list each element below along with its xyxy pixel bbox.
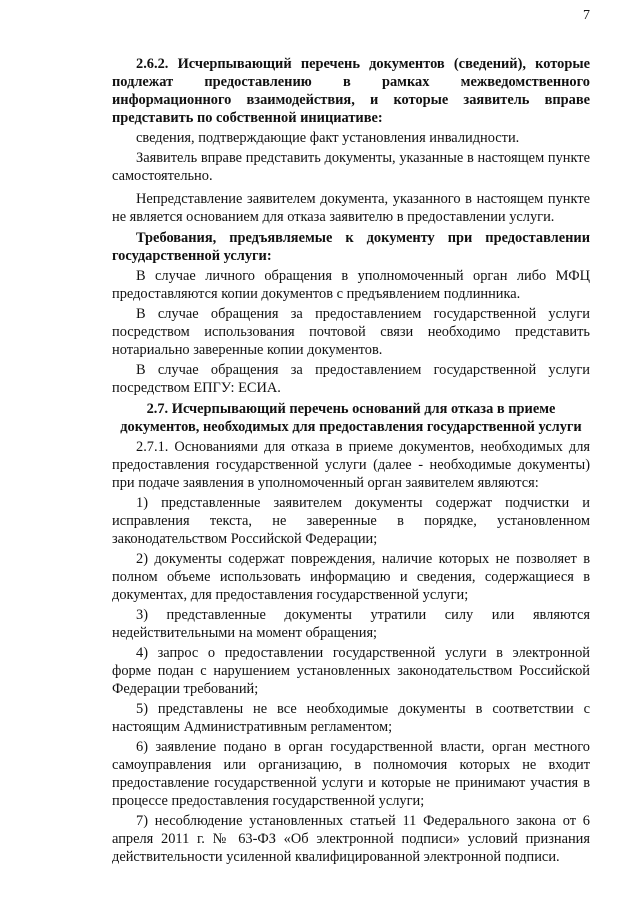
section-heading-requirements: Требования, предъявляемые к документу при предоставлении государственной услуги: (112, 230, 590, 264)
section-heading-2-7: 2.7. Исчерпывающий перечень оснований для отказа в приеме документов, необходимых для предоставления государственной услуги (120, 401, 582, 435)
paragraph-2-7-1: 2.7.1. Основаниями для отказа в приеме документов, необходимых для предоставления государственной услуги (далее - необходимые документы) при подаче заявления в уполномоченный орган заявителем являются: (112, 439, 590, 491)
list-item-1: 1) представленные заявителем документы содержат подчистки и исправления текста, не заверенные в порядке, установленном законодательством Российской Федерации; (112, 495, 590, 547)
list-item-2: 2) документы содержат повреждения, наличие которых не позволяет в полном объеме использовать информацию и сведения, содержащиеся в документах, для предоставления государственной услуги; (112, 551, 590, 603)
paragraph-postal: В случае обращения за предоставлением государственной услуги посредством использования почтовой связи необходимо представить нотариально заверенные копии документов. (112, 306, 590, 358)
document-body (112, 55, 590, 866)
paragraph-disability-info: сведения, подтверждающие факт установления инвалидности. (136, 130, 520, 146)
list-item-3: 3) представленные документы утратили силу или являются недействительными на момент обращения; (112, 607, 590, 641)
list-item-5: 5) представлены не все необходимые документы в соответствии с настоящим Административным регламентом; (112, 701, 590, 735)
section-heading-2-6-2: 2.6.2. Исчерпывающий перечень документов (сведений), которые подлежат предоставлению в рамках межведомственного информационного взаимодействия, и которые заявитель вправе представить по собственной инициативе: (112, 56, 590, 126)
paragraph-may-submit: Заявитель вправе представить документы, указанные в настоящем пункте самостоятельно. (112, 150, 590, 184)
list-item-7: 7) несоблюдение установленных статьей 11 Федерального закона от 6 апреля 2011 г. № 63-ФЗ «Об электронной подписи» условий признания действительности усиленной квалифицированной электронной подписи. (112, 813, 590, 865)
page-number: 7 (583, 8, 590, 23)
list-item-4: 4) запрос о предоставлении государственной услуги в электронной форме подан с нарушением установленных законодательством Российской Федерации требований; (112, 645, 590, 697)
list-item-6: 6) заявление подано в орган государственной власти, орган местного самоуправления или организацию, в полномочия которых не входит предоставление государственной услуги и которые не принимают участия в процессе предоставления государственной услуги; (112, 739, 590, 809)
paragraph-personal-visit: В случае личного обращения в уполномоченный орган либо МФЦ предоставляются копии документов с предъявлением подлинника. (112, 268, 590, 302)
paragraph-non-submission: Непредставление заявителем документа, указанного в настоящем пункте не является основанием для отказа заявителю в предоставлении услуги. (112, 191, 590, 225)
paragraph-epgu: В случае обращения за предоставлением государственной услуги посредством ЕПГУ: ЕСИА. (112, 362, 590, 396)
